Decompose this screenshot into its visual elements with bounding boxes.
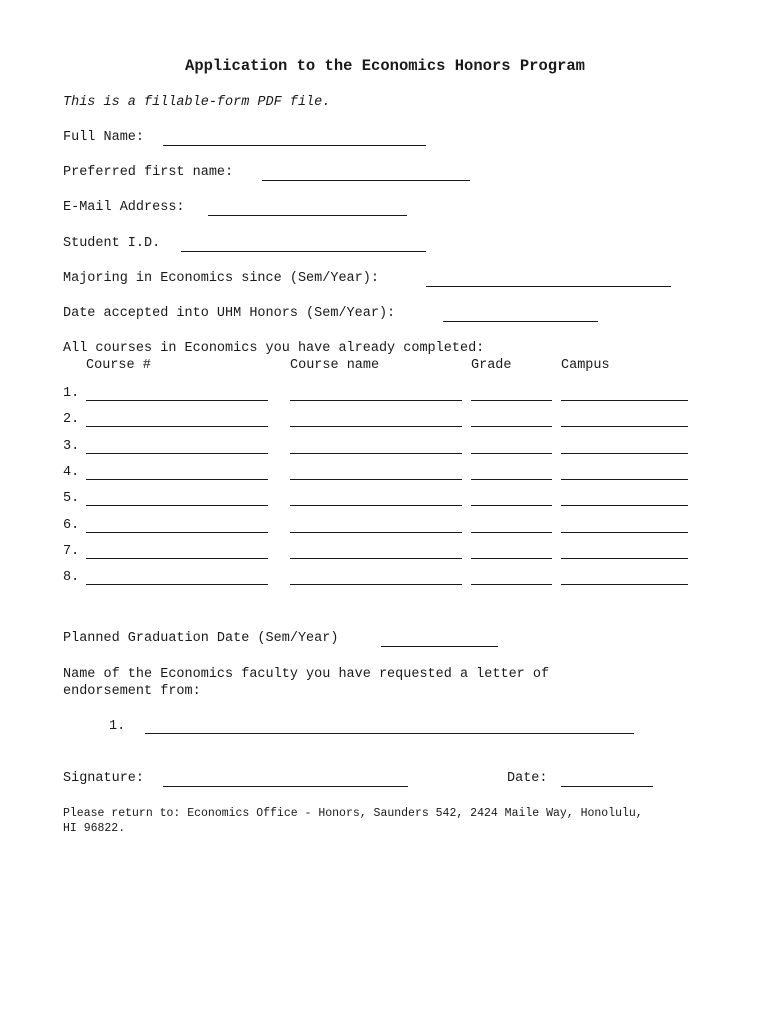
course-number-field[interactable]	[86, 400, 268, 401]
date-accepted-field[interactable]	[443, 321, 598, 322]
date-field[interactable]	[561, 786, 653, 787]
graduation-field[interactable]	[381, 646, 498, 647]
course-number-field[interactable]	[86, 505, 268, 506]
preferred-name-field[interactable]	[262, 180, 470, 181]
course-number-field[interactable]	[86, 479, 268, 480]
course-name-field[interactable]	[290, 453, 462, 454]
return-address-line1: Please return to: Economics Office - Honors, Saunders 542, 2424 Maile Way, Honolulu,	[63, 807, 643, 820]
grade-field[interactable]	[471, 505, 552, 506]
campus-field[interactable]	[561, 400, 688, 401]
grade-field[interactable]	[471, 426, 552, 427]
full-name-label: Full Name:	[63, 130, 145, 145]
campus-field[interactable]	[561, 558, 688, 559]
endorsement-label-line2: endorsement from:	[63, 684, 201, 699]
date-accepted-label: Date accepted into UHM Honors (Sem/Year):	[63, 306, 396, 321]
course-number-header: Course #	[86, 358, 151, 373]
course-name-field[interactable]	[290, 532, 462, 533]
course-name-field[interactable]	[290, 426, 462, 427]
campus-field[interactable]	[561, 479, 688, 480]
grade-header: Grade	[471, 358, 512, 373]
course-name-field[interactable]	[290, 400, 462, 401]
student-id-label: Student I.D.	[63, 236, 161, 251]
endorsement-faculty-field[interactable]	[145, 733, 634, 734]
grade-field[interactable]	[471, 479, 552, 480]
signature-field[interactable]	[163, 786, 408, 787]
course-row-number: 5.	[63, 491, 80, 506]
course-row-number: 2.	[63, 412, 80, 427]
course-number-field[interactable]	[86, 426, 268, 427]
major-since-label: Majoring in Economics since (Sem/Year):	[63, 271, 379, 286]
course-number-field[interactable]	[86, 558, 268, 559]
course-number-field[interactable]	[86, 584, 268, 585]
course-row-number: 8.	[63, 570, 80, 585]
course-row-number: 3.	[63, 439, 80, 454]
return-address-line2: HI 96822.	[63, 822, 126, 835]
graduation-label: Planned Graduation Date (Sem/Year)	[63, 631, 339, 646]
course-name-field[interactable]	[290, 584, 462, 585]
campus-field[interactable]	[561, 426, 688, 427]
course-row-number: 1.	[63, 386, 80, 401]
page-title: Application to the Economics Honors Program	[185, 57, 585, 75]
grade-field[interactable]	[471, 400, 552, 401]
grade-field[interactable]	[471, 558, 552, 559]
course-number-field[interactable]	[86, 453, 268, 454]
course-name-header: Course name	[290, 358, 380, 373]
student-id-field[interactable]	[181, 251, 426, 252]
email-field[interactable]	[208, 215, 407, 216]
campus-field[interactable]	[561, 584, 688, 585]
course-name-field[interactable]	[290, 505, 462, 506]
date-label: Date:	[507, 771, 548, 786]
course-name-field[interactable]	[290, 479, 462, 480]
course-name-field[interactable]	[290, 558, 462, 559]
endorsement-item-number: 1.	[109, 719, 126, 734]
email-label: E-Mail Address:	[63, 200, 185, 215]
course-number-field[interactable]	[86, 532, 268, 533]
course-row-number: 7.	[63, 544, 80, 559]
campus-header: Campus	[561, 358, 610, 373]
preferred-name-label: Preferred first name:	[63, 165, 234, 180]
full-name-field[interactable]	[163, 145, 426, 146]
fillable-note: This is a fillable-form PDF file.	[63, 95, 331, 110]
grade-field[interactable]	[471, 453, 552, 454]
campus-field[interactable]	[561, 532, 688, 533]
endorsement-label-line1: Name of the Economics faculty you have requested a letter of	[63, 667, 550, 682]
grade-field[interactable]	[471, 532, 552, 533]
major-since-field[interactable]	[426, 286, 671, 287]
campus-field[interactable]	[561, 505, 688, 506]
courses-intro: All courses in Economics you have already completed:	[63, 341, 485, 356]
signature-label: Signature:	[63, 771, 145, 786]
course-row-number: 4.	[63, 465, 80, 480]
campus-field[interactable]	[561, 453, 688, 454]
course-row-number: 6.	[63, 518, 80, 533]
grade-field[interactable]	[471, 584, 552, 585]
